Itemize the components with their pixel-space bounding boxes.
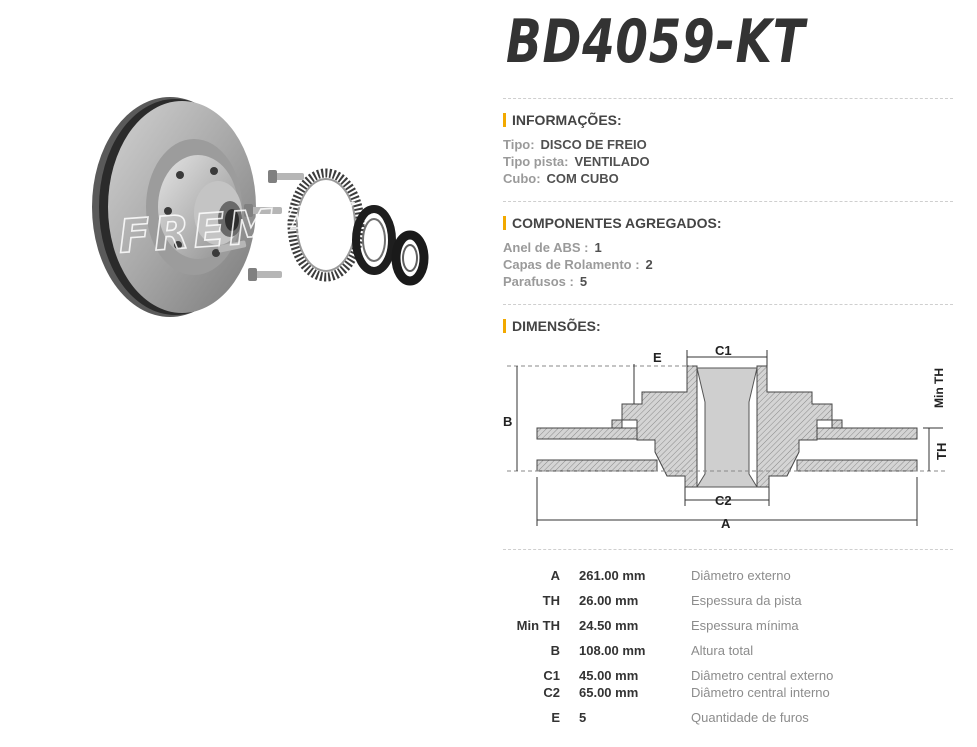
product-code: BD4059-KT bbox=[506, 7, 806, 77]
dimension-label: C2 bbox=[543, 685, 560, 700]
info-label: Cubo: bbox=[503, 171, 541, 186]
info-row-tipo-pista bbox=[503, 154, 650, 169]
section-componentes bbox=[503, 215, 722, 231]
dimension-value: 45.00 mm bbox=[579, 668, 639, 683]
dimension-row-c1 bbox=[503, 668, 943, 684]
section-informacoes bbox=[503, 112, 622, 128]
dim-label-b: B bbox=[503, 414, 513, 429]
component-label: Parafusos : bbox=[503, 274, 574, 289]
dimension-description: Altura total bbox=[691, 643, 754, 658]
divider bbox=[503, 304, 953, 305]
dimension-row-min-th bbox=[503, 618, 943, 634]
info-row-tipo bbox=[503, 137, 647, 152]
info-value: COM CUBO bbox=[546, 171, 619, 186]
info-label: Tipo pista: bbox=[503, 154, 569, 169]
dimension-value: 261.00 mm bbox=[579, 568, 646, 583]
accent-bar bbox=[503, 319, 506, 333]
dimension-label: E bbox=[551, 710, 560, 725]
dimension-row-c2 bbox=[503, 685, 943, 701]
dim-label-e: E bbox=[653, 350, 662, 365]
info-value: VENTILADO bbox=[574, 154, 650, 169]
dimension-label: B bbox=[550, 643, 560, 658]
dim-label-c2: C2 bbox=[715, 493, 732, 508]
dimension-label: Min TH bbox=[516, 618, 560, 633]
dimension-value: 5 bbox=[579, 710, 587, 725]
dimension-description: Espessura da pista bbox=[691, 593, 802, 608]
component-value: 5 bbox=[579, 274, 588, 289]
component-value: 1 bbox=[594, 240, 602, 255]
component-row-parafusos bbox=[503, 274, 587, 289]
product-image bbox=[78, 95, 438, 325]
dimension-diagram bbox=[497, 342, 957, 532]
divider bbox=[503, 201, 953, 202]
dimension-row-th bbox=[503, 593, 943, 609]
dimension-label: TH bbox=[542, 593, 560, 608]
component-row-anel-abs bbox=[503, 240, 602, 255]
section-title-label: INFORMAÇÕES: bbox=[512, 112, 622, 128]
dimension-description: Diâmetro externo bbox=[691, 568, 791, 583]
dimension-description: Diâmetro central externo bbox=[691, 668, 834, 683]
dim-label-a: A bbox=[721, 516, 731, 531]
divider bbox=[503, 549, 953, 550]
component-value: 2 bbox=[645, 257, 653, 272]
dimension-description: Quantidade de furos bbox=[691, 710, 809, 725]
dimension-label: A bbox=[550, 568, 560, 583]
section-title-label: COMPONENTES AGREGADOS: bbox=[512, 215, 722, 231]
component-label: Capas de Rolamento : bbox=[503, 257, 640, 272]
disc-cross-section bbox=[537, 366, 917, 487]
dimension-value: 108.00 mm bbox=[579, 643, 646, 658]
watermark: FREMAX bbox=[116, 193, 359, 264]
dimension-description: Espessura mínima bbox=[691, 618, 799, 633]
info-row-cubo bbox=[503, 171, 619, 186]
dimension-description: Diâmetro central interno bbox=[691, 685, 830, 700]
dimension-value: 24.50 mm bbox=[579, 618, 639, 633]
dimension-row-e bbox=[503, 710, 943, 726]
info-label: Tipo: bbox=[503, 137, 535, 152]
component-label: Anel de ABS : bbox=[503, 240, 589, 255]
bearing-caps bbox=[356, 209, 424, 281]
dim-label-min-th: Min TH bbox=[932, 368, 946, 408]
dim-label-th: TH bbox=[934, 442, 949, 460]
info-value: DISCO DE FREIO bbox=[540, 137, 647, 152]
dimension-label: C1 bbox=[543, 668, 560, 683]
dim-label-c1: C1 bbox=[715, 343, 732, 358]
accent-bar bbox=[503, 216, 506, 230]
section-dimensoes bbox=[503, 318, 601, 334]
dimension-row-a bbox=[503, 568, 943, 584]
divider bbox=[503, 98, 953, 99]
dimension-row-b bbox=[503, 643, 943, 659]
dimension-value: 26.00 mm bbox=[579, 593, 639, 608]
component-row-capas-rolamento bbox=[503, 257, 653, 272]
dimension-value: 65.00 mm bbox=[579, 685, 639, 700]
accent-bar bbox=[503, 113, 506, 127]
section-title-label: DIMENSÕES: bbox=[512, 318, 601, 334]
